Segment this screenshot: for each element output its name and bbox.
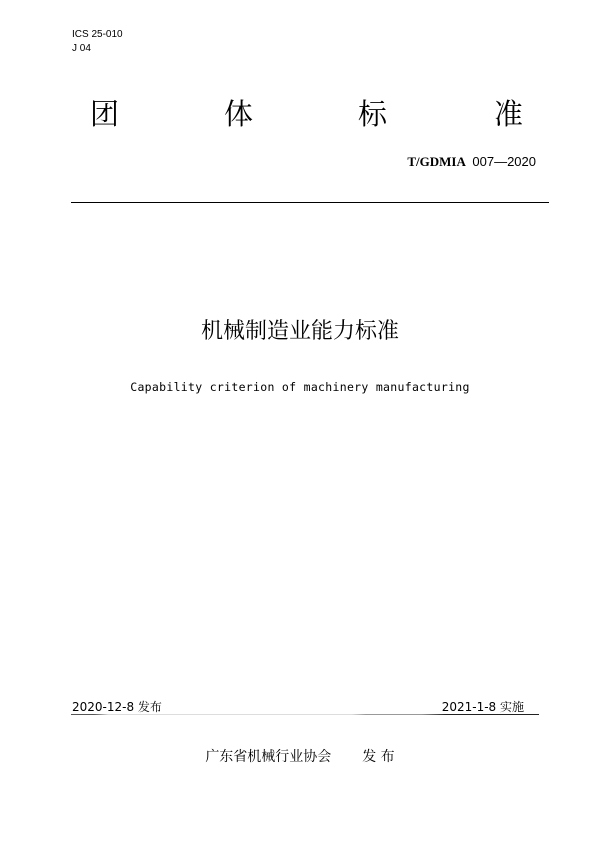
standard-type-char-2: 体 bbox=[224, 97, 254, 131]
publish-date: 2020-12-8 发布 bbox=[72, 700, 162, 714]
implement-date: 2021-1-8 实施 bbox=[441, 700, 524, 714]
document-title-en: Capability criterion of machinery manufacturing bbox=[130, 380, 470, 394]
standard-code-prefix: T/GDMIA bbox=[407, 154, 466, 169]
standard-code bbox=[407, 154, 536, 170]
document-title-cn: 机械制造业能力标准 bbox=[200, 319, 399, 344]
ccs-code: J 04 bbox=[72, 43, 91, 54]
standard-code-number: 007—2020 bbox=[472, 154, 536, 169]
ics-classification bbox=[72, 28, 123, 56]
ics-code: ICS 25-010 bbox=[72, 29, 123, 40]
standard-type-char-4: 准 bbox=[494, 97, 524, 131]
header-divider bbox=[71, 202, 549, 203]
issuer bbox=[0, 746, 600, 766]
date-divider bbox=[71, 714, 539, 715]
issuer-name: 广东省机械行业协会 bbox=[205, 749, 332, 765]
issuer-action: 发 布 bbox=[362, 749, 395, 765]
standard-type-char-3: 标 bbox=[358, 97, 388, 131]
standard-type-char-1: 团 bbox=[90, 97, 120, 131]
